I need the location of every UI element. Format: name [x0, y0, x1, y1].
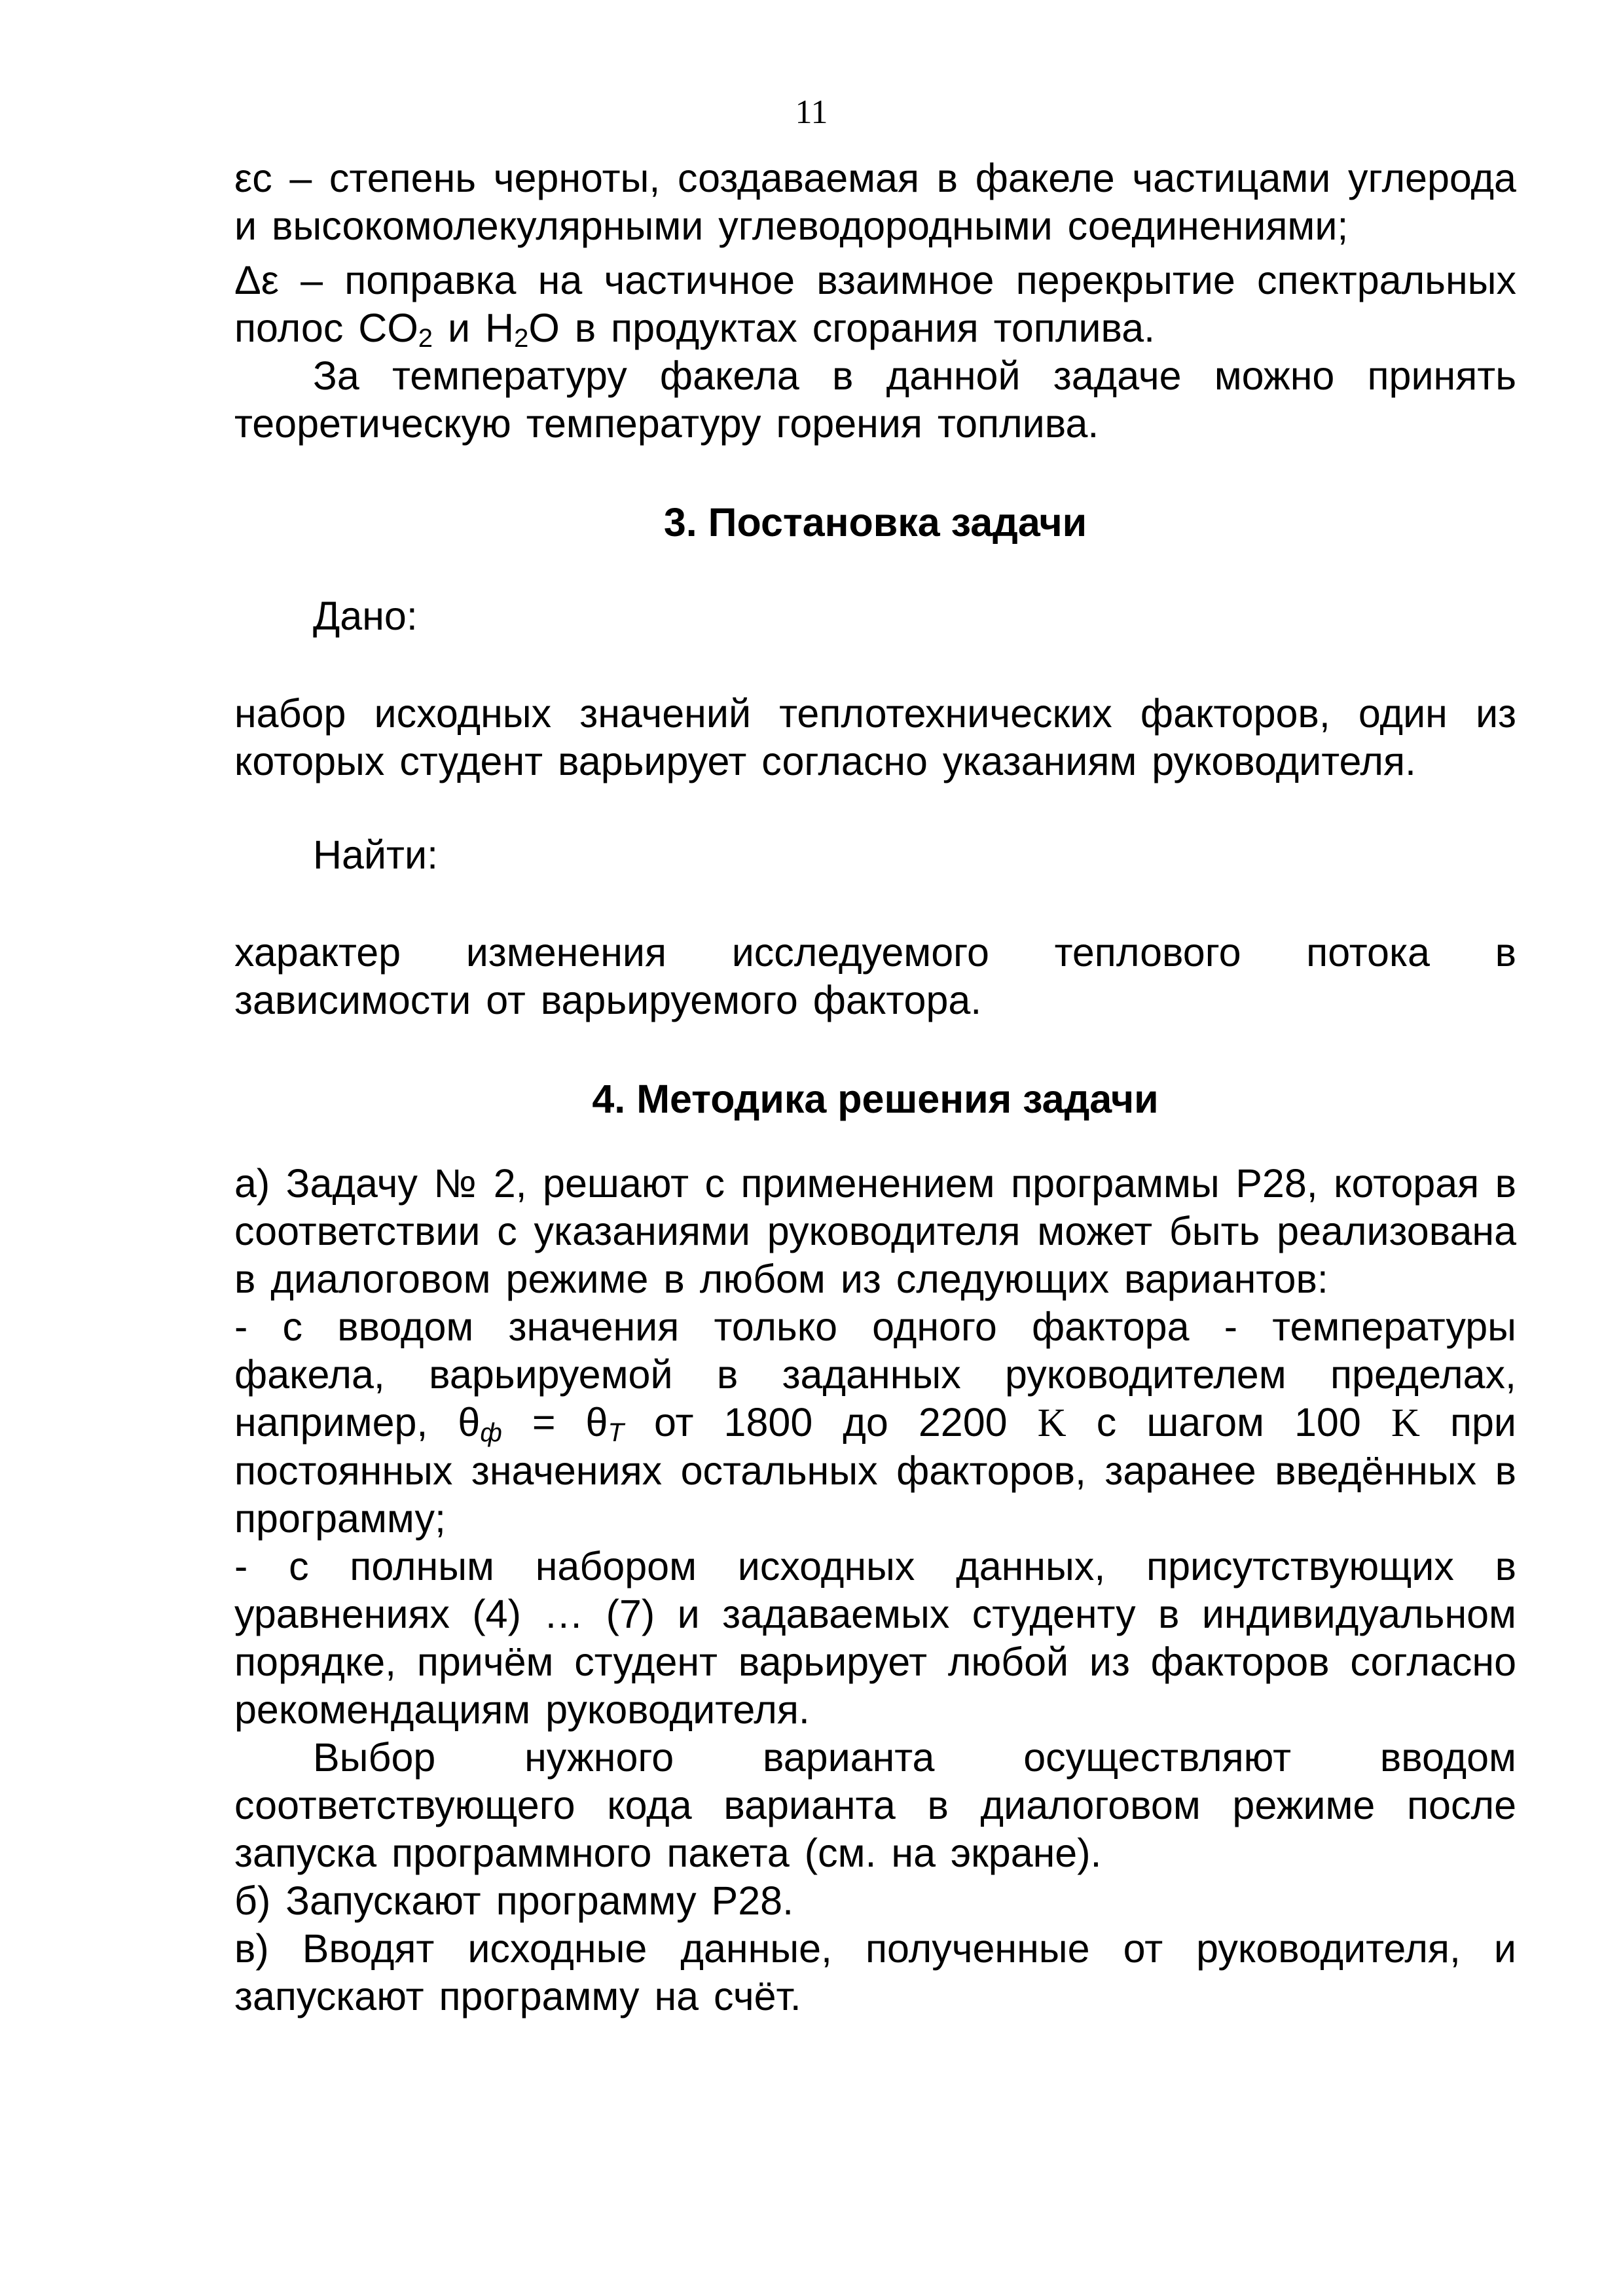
- given-label: Дано:: [313, 594, 418, 638]
- page-body: [234, 154, 1516, 2020]
- eps-c-text: – степень черноты, создаваемая в факеле частицами углерода и высокомолекулярными углеводородными соединениями;: [234, 156, 1516, 248]
- page-number: 11: [795, 94, 828, 131]
- item-a: а) Задачу № 2, решают с применением программы Р28, которая в соответствии с указаниями руководителя может быть реализована в диалоговом режиме в любом из следующих вариантов:: [234, 1161, 1516, 1301]
- delta-eps-text-1: – поправка на частичное взаимное перекрытие спектральных полос CO: [234, 258, 1516, 350]
- section-3-heading: 3. Постановка задачи: [663, 500, 1087, 545]
- bullet1-part3: с шагом 100: [1066, 1400, 1391, 1444]
- unit-kelvin-1: K: [1037, 1401, 1067, 1445]
- eps-c-symbol: εс: [234, 156, 272, 200]
- definition-delta-eps: [234, 257, 1516, 352]
- delta-eps-text-2: и H: [433, 306, 515, 350]
- delta-eps-symbol: Δε: [234, 258, 279, 302]
- unit-kelvin-2: K: [1391, 1401, 1420, 1445]
- h2o-subscript: 2: [514, 324, 529, 353]
- theta-f-subscript: ф: [480, 1418, 502, 1447]
- bullet1-eq: = θ: [501, 1400, 608, 1444]
- delta-eps-text-3: O в продуктах сгорания топлива.: [528, 306, 1156, 350]
- bullet-single-factor: [234, 1303, 1516, 1543]
- bullet1-part1: - с вводом значения только одного фактора - температуры факела, варьируемой в заданных руководителем пределах, например, θ: [234, 1304, 1516, 1444]
- flame-temperature-note: За температуру факела в данной задаче можно принять теоретическую температуру горения топлива.: [234, 353, 1516, 446]
- co2-subscript: 2: [418, 324, 433, 353]
- find-label: Найти:: [313, 833, 439, 877]
- find-text: характер изменения исследуемого теплового потока в зависимости от варьируемого фактора.: [234, 930, 1516, 1022]
- variant-choice: Выбор нужного варианта осуществляют вводом соответствующего кода варианта в диалоговом режиме после запуска программного пакета (см. на экране).: [234, 1735, 1516, 1875]
- definition-eps-c: [234, 154, 1516, 250]
- given-text: набор исходных значений теплотехнических факторов, один из которых студент варьирует согласно указаниям руководителя.: [234, 691, 1516, 783]
- item-b: б) Запускают программу Р28.: [234, 1878, 794, 1923]
- bullet1-part4: при постоянных значениях остальных факторов, заранее введённых в программу;: [234, 1400, 1516, 1541]
- section-4-heading: 4. Методика решения задачи: [592, 1077, 1159, 1121]
- bullet1-part2: от 1800 до 2200: [623, 1400, 1038, 1444]
- theta-t-subscript: T: [608, 1418, 624, 1447]
- bullet-full-data: - с полным набором исходных данных, присутствующих в уравнениях (4) … (7) и задаваемых студенту в индивидуальном порядке, причём студент варьирует любой из факторов согласно рекомендациям руководителя.: [234, 1544, 1516, 1732]
- item-c: в) Вводят исходные данные, полученные от руководителя, и запускают программу на счёт.: [234, 1926, 1516, 2018]
